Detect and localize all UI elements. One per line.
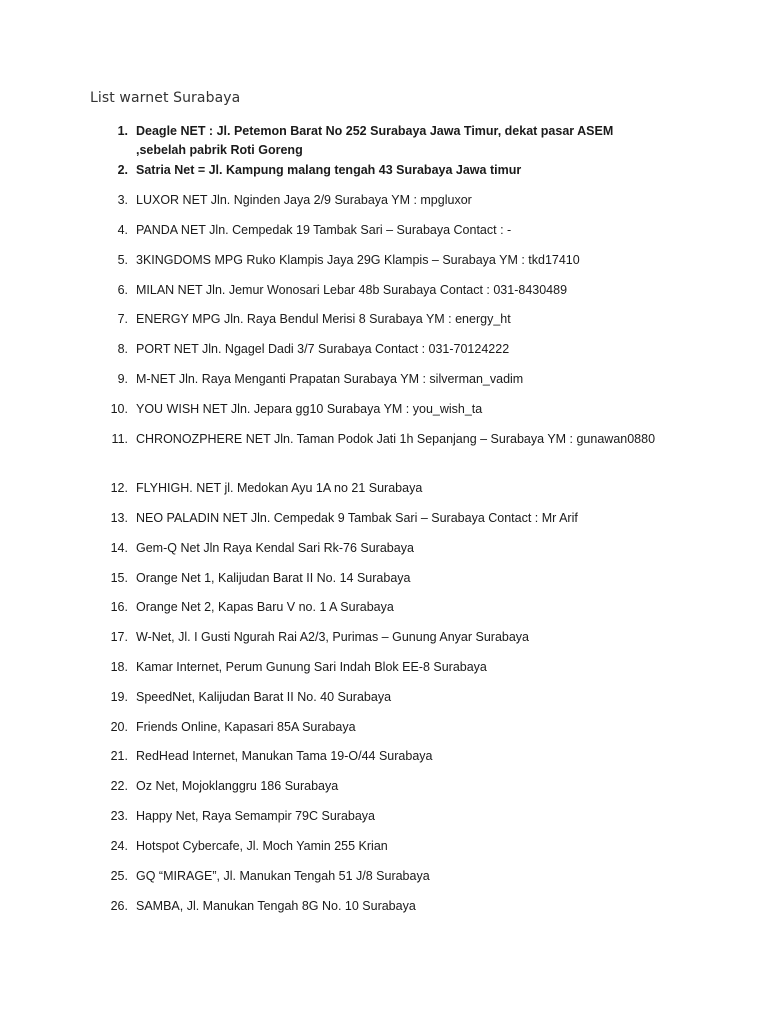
list-item-text: CHRONOZPHERE NET Jln. Taman Podok Jati 1h Sepanjang – Surabaya YM : gunawan0880 xyxy=(136,432,656,446)
list-item-number: 12. xyxy=(110,481,128,495)
list-item-number: 4. xyxy=(117,223,128,237)
list-item-number: 1. xyxy=(117,124,128,138)
list-item-number: 14. xyxy=(110,541,128,555)
list-item-text: PANDA NET Jln. Cempedak 19 Tambak Sari – Surabaya Contact : - xyxy=(136,223,512,237)
list-item-text: FLYHIGH. NET jl. Medokan Ayu 1A no 21 Surabaya xyxy=(136,481,423,495)
list-item-number: 19. xyxy=(110,690,128,704)
list-item-text: Friends Online, Kapasari 85A Surabaya xyxy=(136,720,356,734)
list-item-text: PORT NET Jln. Ngagel Dadi 3/7 Surabaya Contact : 031-70124222 xyxy=(136,342,510,356)
list-item-number: 22. xyxy=(110,779,128,793)
list-item-number: 3. xyxy=(117,193,128,207)
list-item-text: MILAN NET Jln. Jemur Wonosari Lebar 48b Surabaya Contact : 031-8430489 xyxy=(136,283,568,297)
list-item-text: SAMBA, Jl. Manukan Tengah 8G No. 10 Surabaya xyxy=(136,899,416,913)
list-item-text: M-NET Jln. Raya Menganti Prapatan Surabaya YM : silverman_vadim xyxy=(136,372,524,386)
list-item-text: NEO PALADIN NET Jln. Cempedak 9 Tambak Sari – Surabaya Contact : Mr Arif xyxy=(136,511,578,525)
list-item-number: 13. xyxy=(110,511,128,525)
list-item-text: Orange Net 1, Kalijudan Barat II No. 14 Surabaya xyxy=(136,571,411,585)
list-item-text: ENERGY MPG Jln. Raya Bendul Merisi 8 Surabaya YM : energy_ht xyxy=(136,312,511,326)
list-item-number: 9. xyxy=(117,372,128,386)
list-item-text: LUXOR NET Jln. Nginden Jaya 2/9 Surabaya YM : mpgluxor xyxy=(136,193,472,207)
list-item-number: 25. xyxy=(110,869,128,883)
list-item-text: Orange Net 2, Kapas Baru V no. 1 A Surabaya xyxy=(136,600,394,614)
list-item-text: RedHead Internet, Manukan Tama 19-O/44 Surabaya xyxy=(136,749,433,763)
list-item-text: Kamar Internet, Perum Gunung Sari Indah Blok EE-8 Surabaya xyxy=(136,660,487,674)
list-item-number: 21. xyxy=(110,749,128,763)
list-item-number: 6. xyxy=(117,283,128,297)
list-item-number: 17. xyxy=(110,630,128,644)
list-item-text: GQ “MIRAGE”, Jl. Manukan Tengah 51 J/8 Surabaya xyxy=(136,869,430,883)
list-item-number: 10. xyxy=(110,402,128,416)
list-item-number: 15. xyxy=(110,571,128,585)
list-item-text: Happy Net, Raya Semampir 79C Surabaya xyxy=(136,809,376,823)
document-title: List warnet Surabaya xyxy=(90,90,241,106)
list-item-text: Oz Net, Mojoklanggru 186 Surabaya xyxy=(136,779,339,793)
list-item-text: Hotspot Cybercafe, Jl. Moch Yamin 255 Krian xyxy=(136,839,388,853)
list-item-text: Gem-Q Net Jln Raya Kendal Sari Rk-76 Surabaya xyxy=(136,541,414,555)
list-item-text: Satria Net = Jl. Kampung malang tengah 43 Surabaya Jawa timur xyxy=(136,163,522,177)
list-item-number: 11. xyxy=(111,432,128,446)
list-item-number: 7. xyxy=(117,312,128,326)
list-item-number: 26. xyxy=(110,899,128,913)
list-item-number: 5. xyxy=(117,253,128,267)
list-item-number: 18. xyxy=(110,660,128,674)
list-item-number: 23. xyxy=(110,809,128,823)
list-item-number: 20. xyxy=(110,720,128,734)
list-item-text: YOU WISH NET Jln. Jepara gg10 Surabaya YM : you_wish_ta xyxy=(136,402,483,416)
list-item-number: 24. xyxy=(110,839,128,853)
list-item-text: 3KINGDOMS MPG Ruko Klampis Jaya 29G Klampis – Surabaya YM : tkd17410 xyxy=(136,253,580,267)
list-item-text: Deagle NET : Jl. Petemon Barat No 252 Surabaya Jawa Timur, dekat pasar ASEM ,sebelah pabrik Roti Goreng xyxy=(136,124,614,157)
list-item-text: W-Net, Jl. I Gusti Ngurah Rai A2/3, Purimas – Gunung Anyar Surabaya xyxy=(136,630,530,644)
list-item-number: 2. xyxy=(117,163,128,177)
list-item-number: 16. xyxy=(110,600,128,614)
list-item-text: SpeedNet, Kalijudan Barat II No. 40 Surabaya xyxy=(136,690,392,704)
list-item-number: 8. xyxy=(117,342,128,356)
